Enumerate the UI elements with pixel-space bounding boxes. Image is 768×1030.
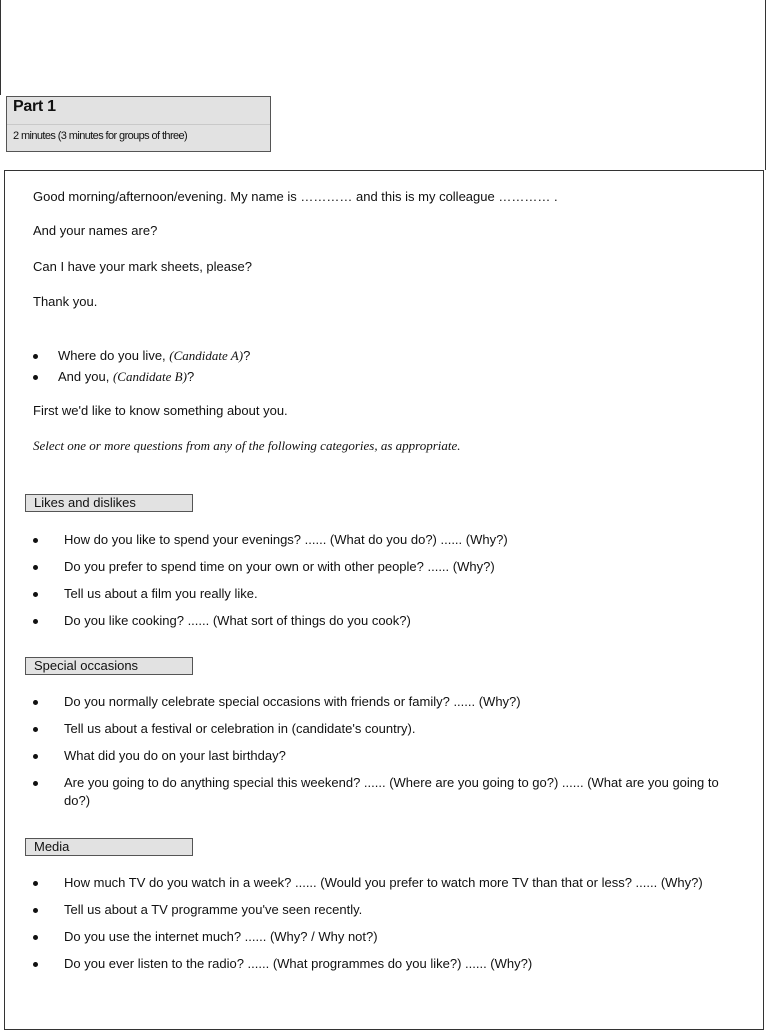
part-header-divider	[7, 124, 270, 125]
intro-bullet-text: And you,	[58, 369, 113, 384]
intro-first: First we'd like to know something about you.	[33, 403, 288, 418]
page-border-left	[0, 0, 1, 95]
intro-bullet	[33, 369, 250, 390]
question-item: Tell us about a film you really like.	[33, 585, 733, 603]
question-item: Do you ever listen to the radio? ...... (What programmes do you like?) ...... (Why?)	[33, 955, 733, 973]
section-title: Likes and dislikes	[25, 494, 193, 512]
question-item: Do you use the internet much? ...... (Why? / Why not?)	[33, 928, 733, 946]
intro-bullet-end: ?	[243, 348, 251, 363]
intro-bullet-candidate: (Candidate A)	[169, 348, 244, 363]
part-title: Part 1	[13, 98, 56, 115]
question-item: Tell us about a TV programme you've seen recently.	[33, 901, 733, 919]
page-border-right	[765, 0, 766, 170]
section-title: Special occasions	[25, 657, 193, 675]
intro-bullet-end: ?	[186, 369, 195, 384]
intro-bullet-text: Where do you live,	[58, 348, 170, 363]
question-item: Do you like cooking? ...... (What sort of things do you cook?)	[33, 612, 733, 630]
question-item: Do you normally celebrate special occasions with friends or family? ...... (Why?)	[33, 693, 733, 711]
intro-instruction: Select one or more questions from any of the following categories, as appropriate.	[33, 438, 461, 453]
question-item: How much TV do you watch in a week? ...... (Would you prefer to watch more TV than that or less? ...... (Why?)	[33, 874, 733, 892]
intro-bullet-list	[33, 348, 250, 390]
question-item: Are you going to do anything special this weekend? ...... (Where are you going to go?) ...... (What are you going to do?)	[33, 774, 733, 810]
question-item: What did you do on your last birthday?	[33, 747, 733, 765]
question-list	[33, 693, 733, 819]
intro-mark-sheets: Can I have your mark sheets, please?	[33, 259, 252, 274]
question-item: Tell us about a festival or celebration in (candidate's country).	[33, 720, 733, 738]
intro-thanks: Thank you.	[33, 294, 98, 309]
intro-bullet	[33, 348, 250, 369]
question-item: How do you like to spend your evenings? ...... (What do you do?) ...... (Why?)	[33, 531, 733, 549]
intro-bullet-candidate: (Candidate B)	[112, 369, 187, 384]
question-list	[33, 874, 733, 982]
intro-greeting: Good morning/afternoon/evening. My name is ………… and this is my colleague ………… .	[33, 189, 558, 204]
question-list	[33, 531, 733, 639]
intro-names: And your names are?	[33, 223, 158, 238]
part-header	[6, 96, 271, 152]
section-title: Media	[25, 838, 193, 856]
part-subtitle: 2 minutes (3 minutes for groups of three)	[13, 130, 188, 142]
question-item: Do you prefer to spend time on your own or with other people? ...... (Why?)	[33, 558, 733, 576]
